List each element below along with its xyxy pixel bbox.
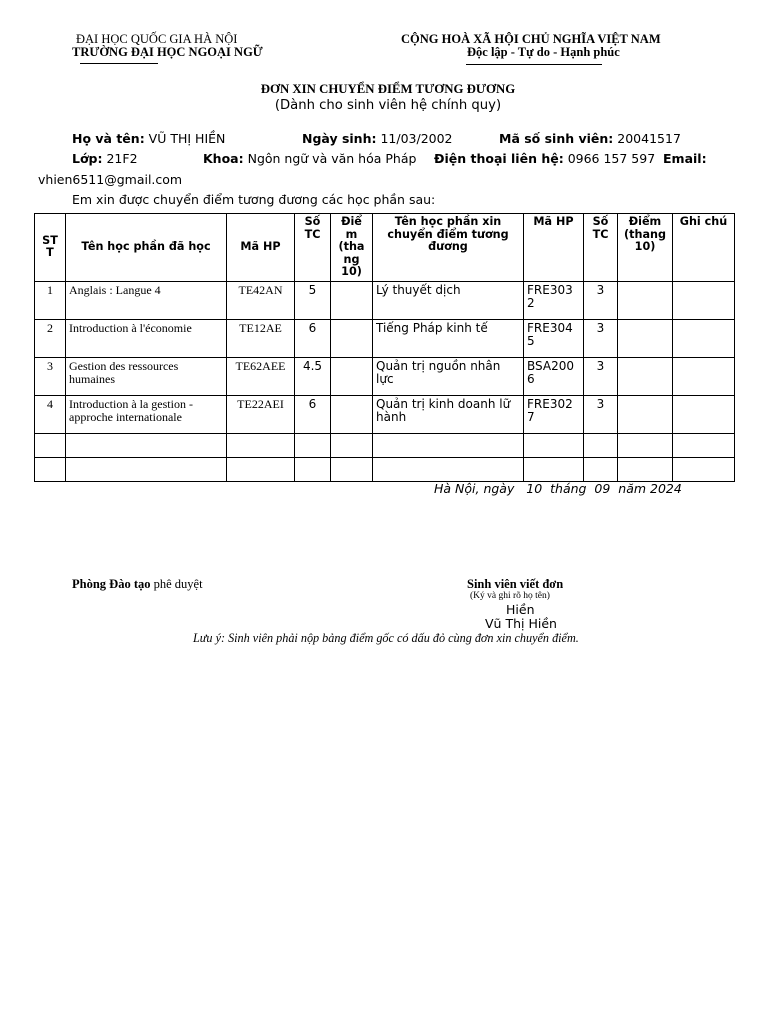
row-code: TE42AN [227,281,295,319]
header-score: Điể m (tha ng 10) [331,214,373,282]
header-target-credits: Số TC [584,214,618,282]
row-credits: 4.5 [295,357,331,395]
row-credits: 5 [295,281,331,319]
row-target-score [618,357,673,395]
approval-line [72,577,203,592]
row-stt: 2 [35,319,66,357]
row-target-credits: 3 [584,395,618,433]
row-target-code: FRE304 5 [524,319,584,357]
motto-underline [466,64,602,65]
student-class: 21F2 [106,151,138,166]
row-note [673,281,735,319]
header-credits: Số TC [295,214,331,282]
approval-text: phê duyệt [150,577,203,591]
request-text: Em xin được chuyển điểm tương đương các học phần sau: [72,192,436,207]
approval-office: Phòng Đào tạo [72,577,151,591]
class-line [72,151,138,166]
class-label: Lớp: [72,151,103,166]
name-label: Họ và tên: [72,131,145,146]
row-stt: 4 [35,395,66,433]
signature: Hiền [506,602,535,617]
email-label-line [663,151,707,166]
row-note [673,319,735,357]
table-row [35,319,735,357]
row-score [331,357,373,395]
signed-name: Vũ Thị Hiền [485,616,557,631]
row-target-credits: 3 [584,357,618,395]
table-row-empty [35,433,735,457]
row-stt: 3 [35,357,66,395]
student-faculty: Ngôn ngữ và văn hóa Pháp [247,151,417,166]
name-line [72,131,225,146]
table-row [35,357,735,395]
row-course-name: Gestion des ressources humaines [66,357,227,395]
phone-line [434,151,655,166]
course-table [34,213,735,482]
row-score [331,395,373,433]
student-dob: 11/03/2002 [380,131,453,146]
row-target-code: FRE303 2 [524,281,584,319]
form-title: ĐƠN XIN CHUYỂN ĐIỂM TƯƠNG ĐƯƠNG [260,82,516,96]
table-row-empty [35,457,735,481]
row-target-code: BSA200 6 [524,357,584,395]
nation-title: CỘNG HOÀ XÃ HỘI CHỦ NGHĨA VIỆT NAM [401,32,661,46]
header-code: Mã HP [227,214,295,282]
table-row [35,281,735,319]
row-code: TE12AE [227,319,295,357]
row-target-code: FRE302 7 [524,395,584,433]
row-note [673,357,735,395]
faculty-line [203,151,416,166]
row-course-name: Anglais : Langue 4 [66,281,227,319]
student-phone: 0966 157 597 [567,151,656,166]
row-code: TE62AEE [227,357,295,395]
email-label: Email: [663,151,707,166]
student-signs-title: Sinh viên viết đơn [467,577,564,591]
student-id: 20041517 [617,131,681,146]
dob-line [302,131,453,146]
row-target-name: Quản trị nguồn nhân lực [373,357,524,395]
nation-motto: Độc lập - Tự do - Hạnh phúc [467,45,620,59]
school-underline [80,63,158,64]
school-name: TRƯỜNG ĐẠI HỌC NGOẠI NGỮ [72,45,263,59]
row-target-name: Lý thuyết dịch [373,281,524,319]
header-target-code: Mã HP [524,214,584,282]
row-note [673,395,735,433]
row-score [331,281,373,319]
footer-note: Lưu ý: Sinh viên phải nộp bảng điểm gốc có dấu đỏ cùng đơn xin chuyển điểm. [193,631,579,645]
header-target-name: Tên học phần xin chuyển điểm tương đương [373,214,524,282]
student-id-line [499,131,681,146]
student-email: vhien6511@gmail.com [38,172,183,187]
place-date: Hà Nội, ngày 10 tháng 09 năm 2024 [434,481,682,496]
sign-hint: (Ký và ghi rõ họ tên) [470,591,550,601]
student-id-label: Mã số sinh viên: [499,131,614,146]
university-name: ĐẠI HỌC QUỐC GIA HÀ NỘI [76,32,238,46]
row-course-name: Introduction à la gestion - approche internationale [66,395,227,433]
row-credits: 6 [295,319,331,357]
phone-label: Điện thoại liên hệ: [434,151,564,166]
header-note: Ghi chú [673,214,735,282]
row-target-name: Tiếng Pháp kinh tế [373,319,524,357]
row-target-score [618,281,673,319]
row-code: TE22AEI [227,395,295,433]
header-stt: ST T [35,214,66,282]
row-target-credits: 3 [584,281,618,319]
row-target-name: Quản trị kinh doanh lữ hành [373,395,524,433]
row-course-name: Introduction à l'économie [66,319,227,357]
form-subtitle: (Dành cho sinh viên hệ chính quy) [274,98,502,113]
dob-label: Ngày sinh: [302,131,377,146]
row-target-credits: 3 [584,319,618,357]
faculty-label: Khoa: [203,151,244,166]
row-score [331,319,373,357]
header-target-score: Điểm (thang 10) [618,214,673,282]
row-target-score [618,395,673,433]
row-target-score [618,319,673,357]
table-header-row [35,214,735,282]
student-name: VŨ THỊ HIỀN [148,131,226,146]
header-course-name: Tên học phần đã học [66,214,227,282]
table-row [35,395,735,433]
row-credits: 6 [295,395,331,433]
row-stt: 1 [35,281,66,319]
